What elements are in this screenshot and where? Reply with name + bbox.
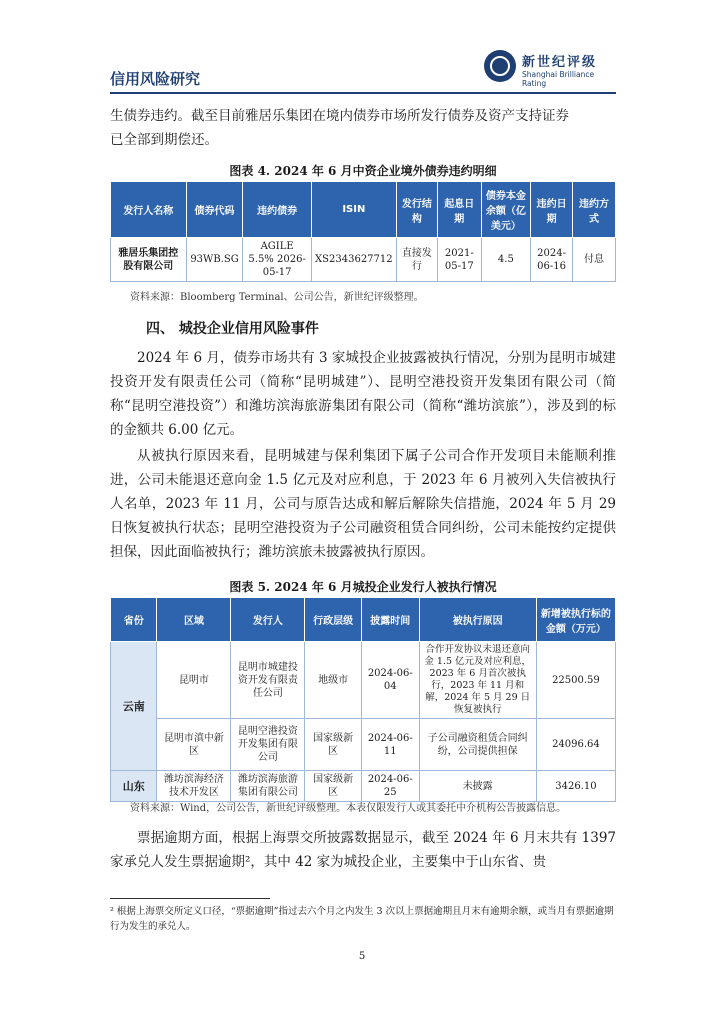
table5-cell: 2024-06-25 (362, 771, 420, 802)
table-row (111, 238, 616, 282)
table4-header-row (111, 182, 616, 238)
table5-province-cell: 云南 (111, 642, 157, 771)
table5-cell: 2024-06-11 (362, 719, 420, 771)
logo-emblem-icon (484, 50, 516, 82)
table-row (111, 642, 616, 719)
table5-urban-investment (110, 597, 616, 802)
section4-paragraph-1: 2024 年 6 月，债券市场共有 3 家城投企业披露被执行情况，分别为昆明市城建投资开发有限责任公司（简称“昆明城建”）、昆明空港投资开发集团有限公司（简称“昆明空港投资”）和潍坊滨海旅游集团有限公司（简称“潍坊滨旅”），涉及到的标的金额共 6.00 亿元。 (110, 350, 616, 438)
table5-cell: 地级市 (305, 642, 362, 719)
table4-header-cell: 违约方式 (573, 182, 616, 238)
brand-logo (484, 48, 616, 86)
intro-line-1: 生债券违约。截至目前雅居乐集团在境内债券市场所发行债券及资产支持证券 (110, 108, 569, 124)
page-header (110, 48, 616, 94)
table5-cell: 未披露 (419, 771, 536, 802)
table4-cell: 直接发行 (396, 238, 437, 282)
table5-cell: 2024-06-04 (362, 642, 420, 719)
table4-header-cell: ISIN (311, 182, 396, 238)
table5-header-cell: 被执行原因 (419, 598, 536, 642)
table4-header-cell: 起息日期 (437, 182, 481, 238)
header-title: 信用风险研究 (110, 70, 201, 88)
table4-cell: 雅居乐集团控股有限公司 (111, 238, 187, 282)
table5-cell: 合作开发协议未退还意向金 1.5 亿元及对应利息，2023 年 6 月首次被执行，2023 年 11 月和解，2024 年 5 月 29 日恢复被执行 (419, 642, 536, 719)
table5-cell: 昆明空港投资开发集团有限公司 (231, 719, 305, 771)
table4-cell: 2024-06-16 (531, 238, 573, 282)
table5-source: 资料来源：Wind，公司公告，新世纪评级整理。本表仅限发行人或其委托中介机构公告披露信息。 (130, 803, 567, 814)
table4-header-cell: 债券代码 (186, 182, 243, 238)
table5-header-cell: 行政层级 (305, 598, 362, 642)
page-number: 5 (358, 951, 366, 962)
table-row (111, 719, 616, 771)
header-divider (110, 92, 616, 94)
table4-cell: XS2343627712 (311, 238, 396, 282)
table5-caption: 图表 5. 2024 年 6 月城投企业发行人被执行情况 (229, 580, 497, 594)
table5-header-cell: 新增被执行标的金额（万元） (536, 598, 615, 642)
table4-caption: 图表 4. 2024 年 6 月中资企业境外债券违约明细 (229, 164, 497, 178)
section-heading: 四、 城投企业信用风险事件 (146, 321, 319, 337)
table5-cell: 22500.59 (536, 642, 615, 719)
table5-header-cell: 披露时间 (362, 598, 420, 642)
table5-cell: 昆明市滇中新区 (157, 719, 231, 771)
table4-header-cell: 发行结构 (396, 182, 437, 238)
table5-header-row (111, 598, 616, 642)
table5-cell: 潍坊滨海旅游集团有限公司 (231, 771, 305, 802)
table4-header-cell: 债券本金余额（亿美元） (481, 182, 530, 238)
table5-cell: 昆明市 (157, 642, 231, 719)
table5-header-cell: 省份 (111, 598, 157, 642)
table5-province-cell: 山东 (111, 771, 157, 802)
table5-cell: 子公司融资租赁合同纠纷，公司提供担保 (419, 719, 536, 771)
table5-cell: 3426.10 (536, 771, 615, 802)
intro-paragraph (110, 104, 616, 152)
footnote: ² 根据上海票交所定义口径，“票据逾期”指过去六个月之内发生 3 次以上票据逾期且月末有逾期余额，或当月有票据逾期行为发生的承兑人。 (110, 906, 614, 932)
table4-cell: 2021-05-17 (437, 238, 481, 282)
table4-cell: 4.5 (481, 238, 530, 282)
table5-cell: 国家级新区 (305, 719, 362, 771)
table4-header-cell: 违约日期 (531, 182, 573, 238)
table5-header-cell: 区域 (157, 598, 231, 642)
table4-header-cell: 违约债券 (243, 182, 311, 238)
closing-paragraph: 票据逾期方面，根据上海票交所披露数据显示，截至 2024 年 6 月末共有 1397 家承兑人发生票据逾期²，其中 42 家为城投企业，主要集中于山东省、贵 (110, 830, 616, 870)
table-row (111, 771, 616, 802)
table5-header-cell: 发行人 (231, 598, 305, 642)
table4-cell: 付息 (573, 238, 616, 282)
table4-cell: 93WB.SG (186, 238, 243, 282)
logo-chinese-name: 新世纪评级 (522, 55, 598, 70)
section4-paragraph-2: 从被执行原因来看，昆明城建与保利集团下属子公司合作开发项目未能顺利推进，公司未能退还意向金 1.5 亿元及对应利息，于 2023 年 6 月被列入失信被执行人名单，2023 年 11 月，公司与原告达成和解后解除失信措施，2024 年 5 月 29 日恢复被执行状态；昆明空港投资为子公司融资租赁合同纠纷，公司未能按约定提供担保，因此面临被执行；潍坊滨旅未披露被执行原因。 (110, 448, 616, 560)
logo-english-name: Shanghai Brilliance Rating (522, 70, 595, 88)
table4-source: 资料来源：Bloomberg Terminal、公司公告，新世纪评级整理。 (130, 292, 424, 303)
footnote-divider (110, 898, 270, 899)
table4-overseas-default (110, 181, 616, 282)
table4-header-cell: 发行人名称 (111, 182, 187, 238)
intro-line-2: 已全部到期偿还。 (110, 132, 218, 148)
table4-cell: AGILE 5.5% 2026-05-17 (243, 238, 311, 282)
table5-cell: 国家级新区 (305, 771, 362, 802)
table5-cell: 24096.64 (536, 719, 615, 771)
table5-cell: 昆明市城建投资开发有限责任公司 (231, 642, 305, 719)
table5-cell: 潍坊滨海经济技术开发区 (157, 771, 231, 802)
